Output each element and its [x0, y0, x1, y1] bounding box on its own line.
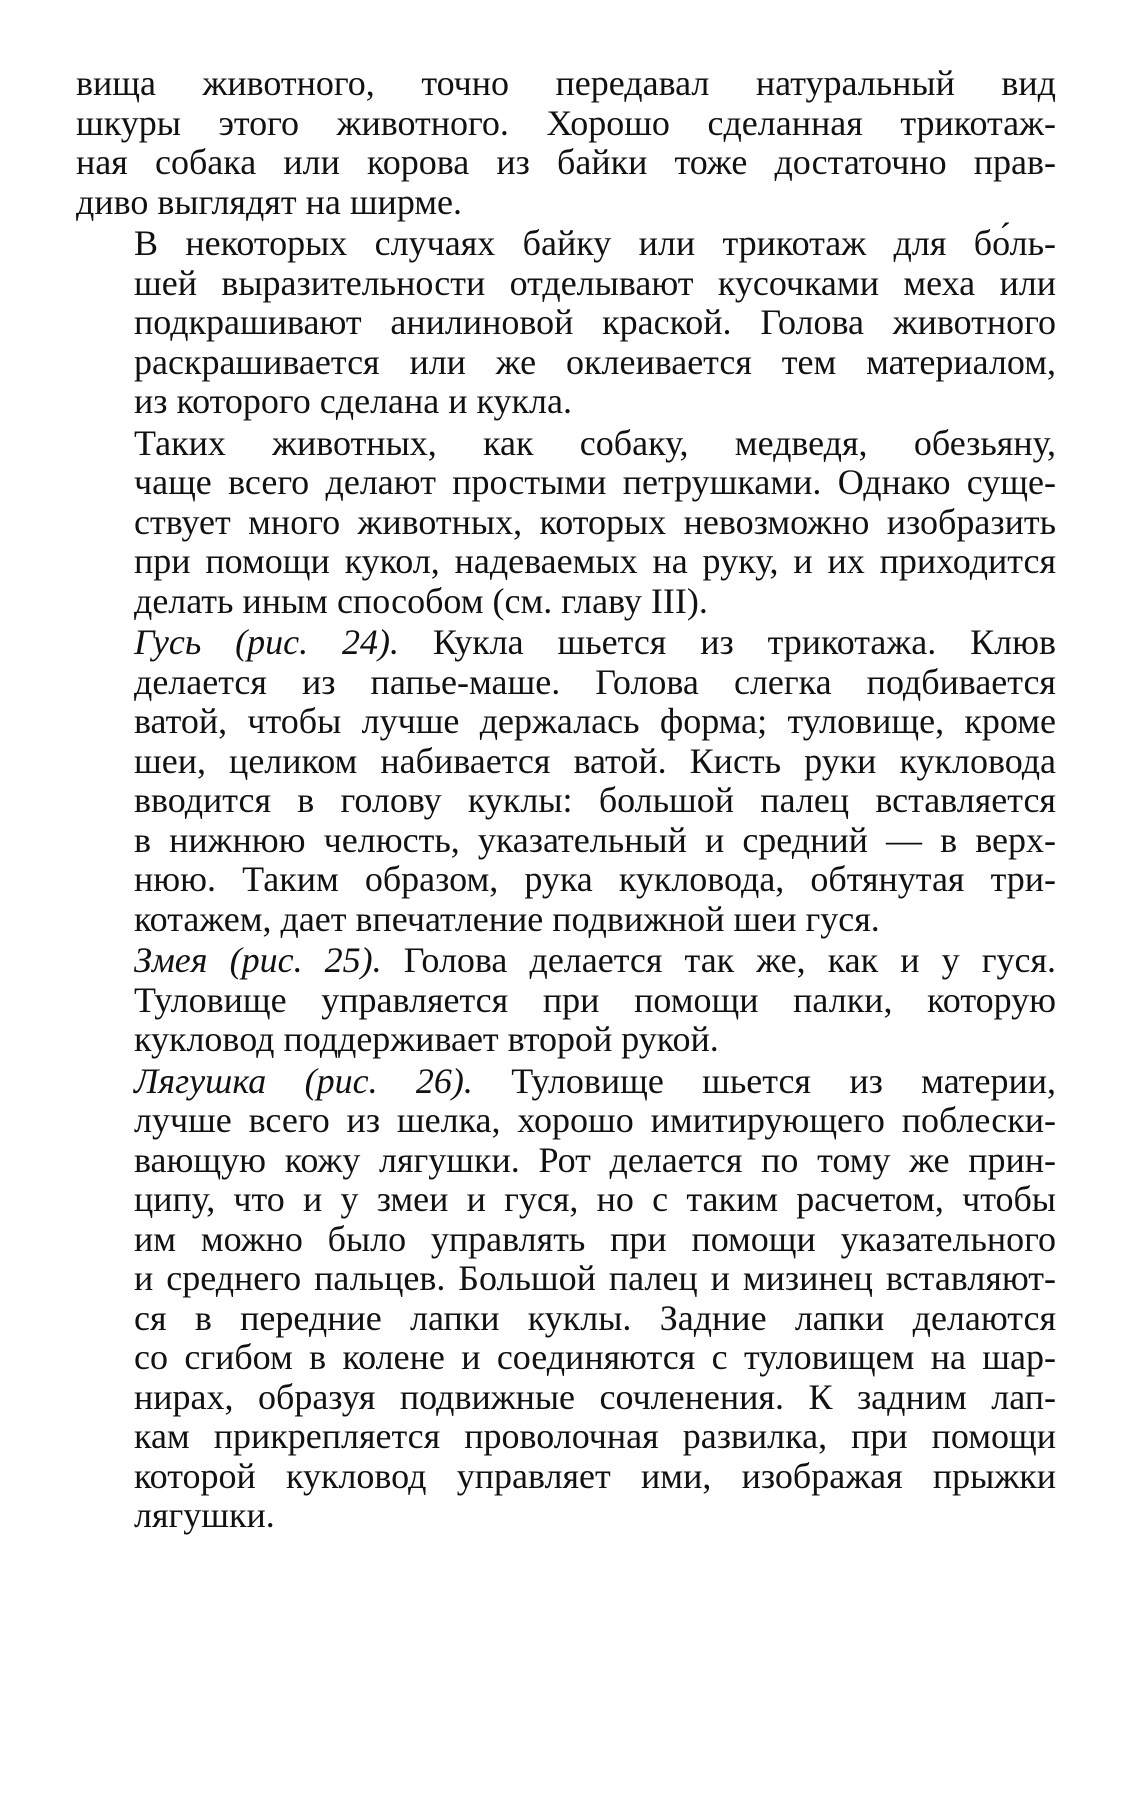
line-text: ствует много животных, которых невозможно изобразить: [134, 501, 1056, 542]
text-line: [76, 900, 1056, 940]
line-text: раскрашивается или же оклеивается тем материалом,: [134, 341, 1056, 382]
text-line: [76, 503, 1056, 543]
line-text: Туловище управляется при помощи палки, которую: [134, 979, 1056, 1020]
line-text: ся в передние лапки куклы. Задние лапки делаются: [134, 1297, 1056, 1338]
text-line: [76, 542, 1056, 582]
text-line: [76, 424, 1056, 464]
text-line: [76, 104, 1056, 144]
text-line: [76, 742, 1056, 782]
text-line: [76, 663, 1056, 703]
line-text: при помощи кукол, надеваемых на руку, и их приходится: [134, 541, 1056, 581]
line-text: ватой, чтобы лучше держалась форма; туловище, кроме: [134, 701, 1056, 741]
line-text: вища животного, точно передавал натуральный вид: [76, 63, 1056, 103]
line-text: Туловище шьется из материи,: [472, 1060, 1056, 1101]
text-line: [76, 1299, 1056, 1339]
paragraph: [76, 64, 1056, 222]
line-text: лягушки.: [134, 1495, 275, 1535]
text-line: [76, 1101, 1056, 1141]
line-text: вводится в голову куклы: большой палец вставляется: [134, 780, 1056, 820]
text-line: [76, 303, 1056, 343]
line-text: диво выглядят на ширме.: [76, 181, 463, 222]
text-line: [76, 702, 1056, 742]
section-title: Змея (рис. 25).: [134, 940, 382, 980]
paragraph: [76, 424, 1056, 622]
line-text: шкуры этого животного. Хорошо сделанная трикотаж-: [76, 102, 1056, 143]
line-text: ципу, что и у змеи и гуся, но с таким расчетом, чтобы: [134, 1179, 1056, 1219]
line-text: из которого сделана и кукла.: [134, 381, 572, 421]
text-line: [76, 183, 1056, 223]
line-text: делается из папье-маше. Голова слегка подбивается: [134, 661, 1056, 702]
text-line: [76, 143, 1056, 183]
line-text: со сгибом в колене и соединяются с туловищем на шар-: [134, 1337, 1056, 1377]
line-text: кам прикрепляется проволочная развилка, при помощи: [134, 1416, 1056, 1456]
text-line: [76, 1338, 1056, 1378]
text-line: [76, 1496, 1056, 1536]
text-line: [76, 981, 1056, 1021]
text-line: [76, 1062, 1056, 1102]
text-line: [76, 860, 1056, 900]
text-line: [76, 1417, 1056, 1457]
text-line: [76, 1020, 1056, 1060]
line-text: Кукла шьется из трикотажа. Клюв: [399, 622, 1057, 662]
paragraph: [76, 623, 1056, 939]
line-text: вающую кожу лягушки. Рот делается по тому же прин-: [134, 1139, 1056, 1180]
line-text: шей выразительности отделывают кусочками меха или: [134, 262, 1056, 303]
text-line: [76, 64, 1056, 104]
text-line: [76, 264, 1056, 304]
text-line: [76, 1378, 1056, 1418]
line-text: делать иным способом (см. главу III).: [134, 580, 708, 621]
line-text: котажем, дает впечатление подвижной шеи гуся.: [134, 898, 880, 939]
line-text: нирах, образуя подвижные сочленения. К задним лап-: [134, 1376, 1056, 1417]
line-text: которой кукловод управляет ими, изображая прыжки: [134, 1455, 1056, 1496]
text-line: [76, 1220, 1056, 1260]
line-text: подкрашивают анилиновой краской. Голова животного: [134, 302, 1056, 342]
text-line: [76, 821, 1056, 861]
line-text: в нижнюю челюсть, указательный и средний — в верх-: [134, 819, 1056, 860]
paragraph: [76, 1062, 1056, 1536]
text-line: [76, 623, 1056, 663]
paragraph: [76, 224, 1056, 422]
line-text: шеи, целиком набивается ватой. Кисть руки кукловода: [134, 740, 1056, 781]
line-text: им можно было управлять при помощи указательного: [134, 1218, 1056, 1259]
paragraph: [76, 941, 1056, 1060]
line-text: лучше всего из шелка, хорошо имитирующего поблески-: [134, 1100, 1056, 1140]
text-line: [76, 382, 1056, 422]
text-line: [76, 781, 1056, 821]
line-text: и среднего пальцев. Большой палец и мизинец вставляют-: [134, 1258, 1056, 1298]
text-line: [76, 343, 1056, 383]
line-text: нюю. Таким образом, рука кукловода, обтянутая три-: [134, 859, 1056, 899]
line-text: кукловод поддерживает второй рукой.: [134, 1019, 719, 1059]
line-text: ная собака или корова из байки тоже достаточно прав-: [76, 142, 1056, 182]
text-line: [76, 582, 1056, 622]
line-text: В некоторых случаях байку или трикотаж для бо́ль-: [134, 223, 1056, 263]
text-line: [76, 1457, 1056, 1497]
line-text: Голова делается так же, как и у гуся.: [381, 940, 1057, 980]
text-line: [76, 1180, 1056, 1220]
document-page: [76, 64, 1056, 1538]
section-title: Лягушка (рис. 26).: [134, 1060, 473, 1101]
text-line: [76, 941, 1056, 981]
text-line: [76, 1141, 1056, 1181]
text-line: [76, 224, 1056, 264]
text-line: [76, 1259, 1056, 1299]
text-line: [76, 463, 1056, 503]
section-title: Гусь (рис. 24).: [134, 622, 400, 662]
line-text: Таких животных, как собаку, медведя, обезьяну,: [134, 422, 1056, 463]
line-text: чаще всего делают простыми петрушками. Однако суще-: [134, 462, 1056, 502]
